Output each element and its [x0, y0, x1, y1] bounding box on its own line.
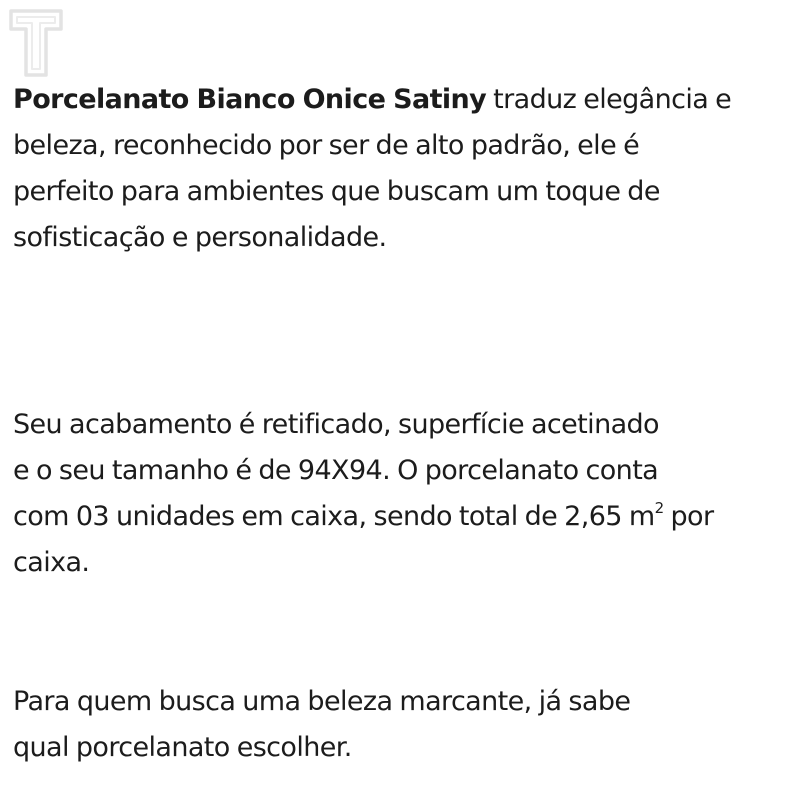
- paragraph-text: com 03 unidades em caixa, sendo total de 2,65 m: [13, 501, 655, 532]
- paragraph-line: beleza, reconhecido por ser de alto padrão, ele é: [13, 130, 640, 161]
- t-logo-icon: [8, 8, 64, 78]
- paragraph-line: [13, 77, 783, 123]
- paragraph-line: caixa.: [13, 547, 90, 578]
- closing-paragraph: [13, 679, 783, 771]
- paragraph-line: Seu acabamento é retificado, superfície acetinado: [13, 409, 659, 440]
- paragraph-line: Para quem busca uma beleza marcante, já sabe: [13, 686, 631, 717]
- paragraph-text: traduz elegância e: [486, 84, 732, 115]
- paragraph-line: sofisticação e personalidade.: [13, 222, 387, 253]
- superscript: 2: [654, 499, 664, 517]
- product-description-paragraph: [13, 77, 783, 261]
- paragraph-text: por: [663, 501, 714, 532]
- product-name: Porcelanato Bianco Onice Satiny: [13, 84, 487, 115]
- paragraph-line: e o seu tamanho é de 94X94. O porcelanato conta: [13, 455, 659, 486]
- paragraph-line: perfeito para ambientes que buscam um toque de: [13, 176, 660, 207]
- paragraph-line: qual porcelanato escolher.: [13, 732, 352, 763]
- product-specs-paragraph: [13, 402, 783, 586]
- paragraph-line: [13, 494, 783, 540]
